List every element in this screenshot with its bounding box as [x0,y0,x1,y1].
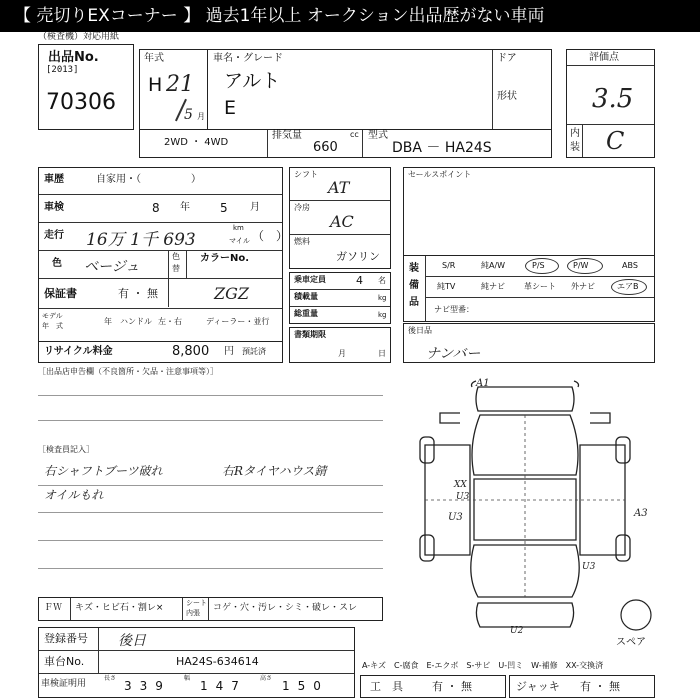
interior-label-divider [582,125,583,157]
interior-label-1: 内 [570,128,580,139]
door-label: ドア [497,53,517,64]
inspection-label: 車検 [44,202,64,213]
doc-deadline-unit: 月 [338,349,346,358]
inspection-year-unit: 年 [180,202,190,213]
mileage-unit-mile: マイル [229,237,250,245]
displacement-label: 排気量 [272,130,302,141]
load-unit: kg [378,294,387,302]
equip-leather: 革シート [524,282,556,291]
inspector-line-2 [38,512,383,513]
mark-u3b: U3 [448,512,463,523]
warranty-label: 保証書 [44,287,77,300]
mark-u3a: U3 [456,492,470,502]
jack-value: 有 ・ 無 [580,680,620,693]
cert-width-label: 幅 [184,675,191,682]
cert-length-label: 長さ [104,675,117,682]
reg-divider [98,628,99,673]
sales-point-label: セールスポイント [408,170,472,179]
cert-label: 車検証明用 [41,679,87,689]
model-year-label-1: モデル [42,312,63,320]
recycle-value: 8,800 [172,344,210,359]
equipment-label-1: 装 [409,263,419,274]
equip-abs: ABS [622,261,638,270]
seat-divider-2 [208,598,209,620]
equip-tv: 純TV [437,282,456,291]
gross-unit: kg [378,311,387,319]
equip-aw: 純A/W [481,261,506,270]
score-divider [567,65,654,66]
color-no-value: ZGZ [214,284,250,303]
tools-value: 有 ・ 無 [432,680,472,693]
color-value: ベージュ [84,259,140,275]
inspector-note-3: 右Rタイヤハウス錆 [222,464,327,478]
shape-label: 形状 [497,91,517,102]
gross-label: 総重量 [294,309,318,318]
capacity-line-2 [290,306,390,307]
mileage-value: 16万 1千 693 [86,230,196,250]
warranty-value: 有 ・ 無 [118,287,158,300]
model-value: DBA － HA24S [392,140,492,156]
equipment-row-line-2 [426,297,654,298]
chassis-value: HA24S-634614 [176,655,259,668]
fw-value: キズ・ヒビ石・割レ× [75,603,164,613]
equip-navi: 純ナビ [481,282,505,291]
equipment-label-divider [425,256,426,321]
seller-line-2 [38,420,383,421]
spec-line-1 [39,194,282,195]
score-value: 3.5 [592,84,634,114]
doc-deadline-label: 書類期限 [294,330,326,339]
capacity-label: 乗車定員 [294,275,326,284]
spare-label: スペア [616,637,646,648]
model-year-label-2: 年 式 [42,322,63,330]
history-value: 自家用・（ ） [96,174,201,185]
inspector-note-1: 右シャフトブーツ破れ [44,464,163,478]
lot-year-tag: [2013] [46,65,79,75]
spec-line-3 [39,250,282,251]
doc-deadline-day: 日 [378,349,386,358]
color-label: 色 [52,258,62,269]
inspector-line-3 [38,540,383,541]
register-label: 登録番号 [44,632,88,645]
year-era: H [148,74,163,96]
model-year-year: 年 [104,317,112,326]
sales-point-box [403,167,655,256]
year-value: 21 [166,72,194,97]
reg-line-1 [39,650,354,651]
interior-divider [567,124,654,125]
car-damage-diagram [400,375,670,640]
inspector-label: ［検査員記入］ [38,445,94,454]
mark-a1: A1 [476,378,490,389]
inspection-year: 8 [152,201,160,215]
damage-legend: A-キズ C-腐食 E-エクボ S-サビ U-凹ミ W-補修 XX-交換済 [362,661,604,670]
spec-line-4 [39,278,282,279]
ac-line [290,234,390,235]
seat-label-2: 内張 [186,609,200,617]
equipment-row-line-1 [426,276,654,277]
spec-line-5 [39,308,282,309]
register-value: 後日 [118,633,146,649]
score-label: 評価点 [589,52,619,63]
ac-value: AC [330,212,354,231]
year-label: 年式 [144,53,164,64]
shift-value: AT [328,178,350,197]
seller-notes-label: ［出品店申告欄（不良箇所・欠品・注意事項等）］ [38,367,218,376]
mark-a3: A3 [634,508,648,519]
month-unit: 月 [197,112,205,121]
shift-line [290,200,390,201]
later-value: ナンバー [426,346,481,362]
month-value: 5 [184,107,193,123]
seat-value: コゲ・穴・汚レ・シミ・破レ・スレ [213,603,358,613]
later-label: 後日品 [408,326,432,335]
mark-xx: XX [454,480,467,490]
model-year-dealer: ディーラー・並行 [206,317,270,326]
drive-divider [267,130,268,157]
inspection-month-unit: 月 [250,202,260,213]
cert-height: 150 [282,679,329,693]
color-divider [168,251,169,307]
drive-label: 2WD ・ 4WD [164,137,229,148]
navi-model-label: ナビ型番： [434,305,474,314]
jack-label: ジャッキ [516,680,560,693]
name-label: 車名・グレード [213,53,283,64]
mileage-paren: （ ） [252,229,289,243]
seat-divider-1 [182,598,183,620]
lot-label: 出品No. [48,50,99,65]
inspector-note-2: オイルもれ [44,488,104,502]
cc-label: cc [350,130,359,139]
ac-label: 冷房 [294,203,310,212]
cert-length: 339 [124,679,171,693]
mileage-label: 走行 [44,230,64,241]
capacity-line-1 [290,289,390,290]
model-year-handle: ハンドル [120,317,152,326]
equip-ps: P/S [532,261,545,270]
capacity-value: 4 [356,274,363,287]
equip-ext-navi: 外ナビ [571,282,595,291]
inspector-line-4 [38,568,383,569]
interior-label-2: 装 [570,142,580,153]
model-label: 型式 [368,130,388,141]
mark-u3c: U3 [582,562,596,572]
inspection-month: 5 [220,201,228,215]
recycle-label: リサイクル料金 [44,346,113,357]
fuel-label: 燃料 [294,237,310,246]
interior-value: C [606,127,625,155]
colorno-divider [186,251,187,278]
door-divider [492,50,493,129]
shift-label: シフト [294,170,318,179]
seat-label-1: シート [186,599,207,607]
banner: 【 売切りEXコーナー 】 過去1年以上 オークション出品歴がない車両 [0,0,700,32]
reg-line-2 [39,673,354,674]
lot-number: 70306 [46,90,116,115]
model-year-lr: 左・右 [158,317,182,326]
seller-line-1 [38,395,383,396]
equipment-label-2: 備 [409,280,419,291]
mark-u2: U2 [510,626,524,636]
color-change-label-2: 替 [172,264,180,273]
equip-airbag: エアB [617,282,639,291]
top-note: （検査機）対応用紙 [38,32,120,42]
color-change-label-1: 色 [172,252,180,261]
color-no-label: カラーNo. [200,253,250,264]
model-divider [362,130,363,157]
equip-pw: P/W [573,261,589,270]
history-label: 車歴 [44,174,64,185]
load-label: 積載量 [294,292,318,301]
capacity-unit: 名 [378,276,386,285]
cert-height-label: 高さ [260,675,273,682]
fuel-value: ガソリン [336,250,380,263]
fw-divider [70,598,71,620]
tools-label: 工 具 [370,680,403,693]
chassis-label: 車台No. [44,655,85,668]
displacement-value: 660 [313,140,338,155]
fw-label: ＦＷ [44,603,63,613]
cert-width: 147 [200,679,247,693]
equipment-label-3: 品 [409,297,419,308]
spec-line-2 [39,222,282,223]
recycle-note: 預託済 [242,347,266,356]
car-grade: E [224,97,237,119]
car-name: アルト [224,70,281,92]
recycle-unit: 円 [224,346,234,357]
mileage-unit-km: km [233,224,244,232]
equip-sr: S/R [442,261,456,270]
